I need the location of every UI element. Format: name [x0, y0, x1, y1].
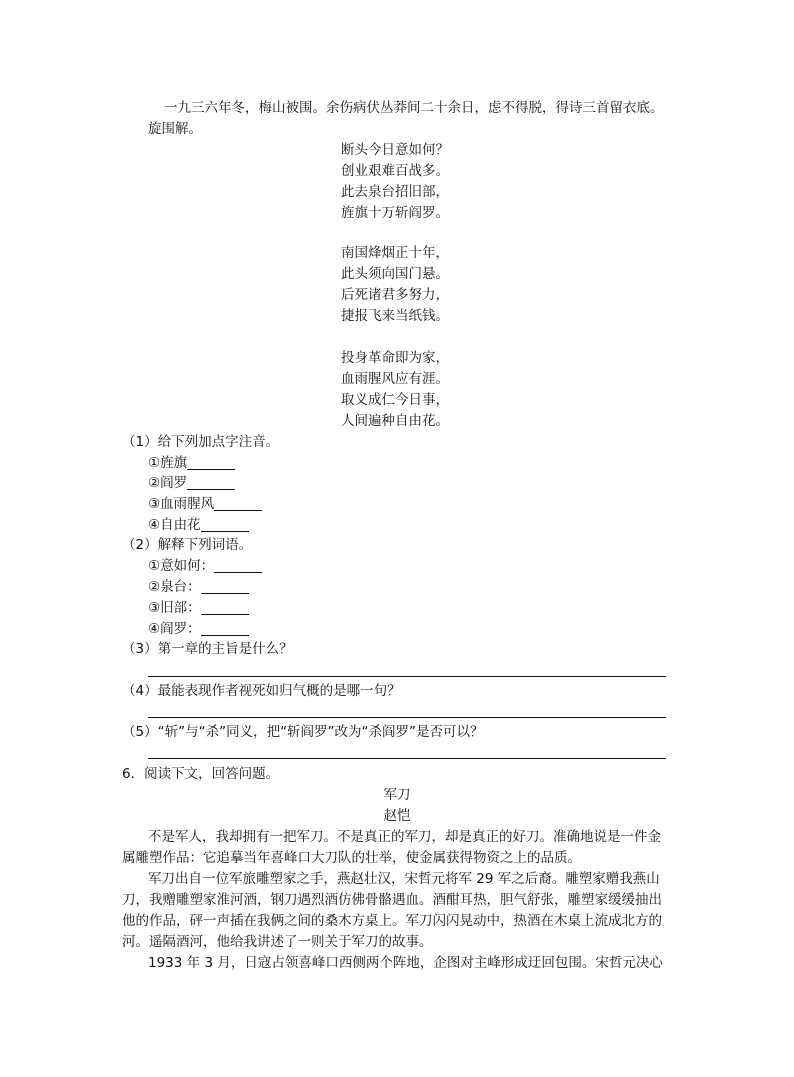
answer-blank[interactable]	[187, 455, 235, 470]
poem-line: 投身革命即为家，	[341, 350, 449, 366]
question-1-item	[148, 473, 235, 493]
answer-blank[interactable]	[214, 558, 262, 573]
poem-line: 南国烽烟正十年，	[341, 245, 449, 261]
text-line: 1933 年 3 月，日寇占领喜峰口西侧两个阵地，企图对主峰形成迂回包围。宋哲元决心	[148, 955, 663, 971]
item-label: ①旌旗	[148, 455, 188, 471]
item-label: ④阎罗：	[148, 621, 201, 637]
item-label: ②泉台：	[148, 579, 201, 595]
question-1-item	[148, 453, 235, 473]
intro-line-2: 旋围解。	[148, 121, 202, 137]
question-2-item	[148, 619, 249, 639]
answer-blank[interactable]	[187, 475, 235, 490]
answer-line[interactable]	[148, 717, 666, 718]
intro-line-1: 一九三六年冬，梅山被围。余伤病伏丛莽间二十余日，虑不得脱，得诗三首留衣底。	[164, 100, 664, 116]
article-author: 赵恺	[383, 808, 411, 824]
poem-line: 人间遍种自由花。	[341, 413, 449, 429]
article-title: 军刀	[383, 787, 411, 803]
poem-line: 血雨腥风应有涯。	[341, 371, 449, 387]
answer-blank[interactable]	[214, 496, 262, 511]
question-2-prompt: （2）解释下列词语。	[122, 537, 253, 553]
question-3-prompt: （3）第一章的主旨是什么？	[122, 641, 293, 657]
text-line: 他的作品，砰一声插在我俩之间的桑木方桌上。军刀闪闪晃动中，热酒在木桌上流成北方的	[122, 913, 662, 929]
item-label: ③旧部：	[148, 600, 201, 616]
poem-line: 旌旗十万斩阎罗。	[341, 205, 449, 221]
item-label: ④自由花	[148, 517, 201, 533]
item-label: ②阎罗	[148, 475, 188, 491]
question-2-item	[148, 556, 262, 576]
poem-line: 创业艰难百战多。	[341, 163, 449, 179]
poem-line: 此头须向国门悬。	[341, 266, 449, 282]
answer-blank[interactable]	[201, 517, 249, 532]
answer-blank[interactable]	[201, 600, 249, 615]
poem-line: 此去泉台招旧部，	[341, 184, 449, 200]
text-line: 不是军人，我却拥有一把军刀。不是真正的军刀，却是真正的好刀。准确地说是一件金	[148, 829, 661, 845]
item-label: ①意如何：	[148, 558, 215, 574]
text-line: 刀，我赠雕塑家淮河酒，钢刀遇烈酒仿佛骨骼遇血。酒酣耳热，胆气舒张，雕塑家缓缓抽出	[122, 892, 662, 908]
answer-line[interactable]	[148, 676, 666, 677]
question-4-prompt: （4）最能表现作者视死如归气概的是哪一句？	[122, 683, 401, 699]
question-1-item	[148, 515, 249, 535]
item-label: ③血雨腥风	[148, 496, 215, 512]
question-5-prompt: （5）“斩”与“杀”同义，把“斩阎罗”改为“杀阎罗”是否可以？	[122, 724, 484, 740]
question-1-item	[148, 494, 262, 514]
text-line: 河。遥隔酒河，他给我讲述了一则关于军刀的故事。	[122, 934, 433, 950]
question-1-prompt: （1）给下列加点字注音。	[122, 434, 280, 450]
poem-line: 取义成仁今日事，	[341, 392, 449, 408]
poem-line: 断头今日意如何？	[341, 142, 449, 158]
answer-blank[interactable]	[201, 579, 249, 594]
poem-line: 捷报飞来当纸钱。	[341, 308, 449, 324]
poem-line: 后死诸君多努力，	[341, 287, 449, 303]
answer-line[interactable]	[148, 758, 666, 759]
question-2-item	[148, 577, 249, 597]
question-2-item	[148, 598, 249, 618]
answer-blank[interactable]	[201, 621, 249, 636]
text-line: 军刀出自一位军旅雕塑家之手，燕赵壮汉，宋哲元将军 29 军之后裔。雕塑家赠我燕山	[148, 871, 660, 887]
section-6-heading: 6．阅读下文，回答问题。	[122, 766, 280, 782]
text-line: 属雕塑作品：它追摹当年喜峰口大刀队的壮举，使金属获得物资之上的品质。	[122, 850, 581, 866]
